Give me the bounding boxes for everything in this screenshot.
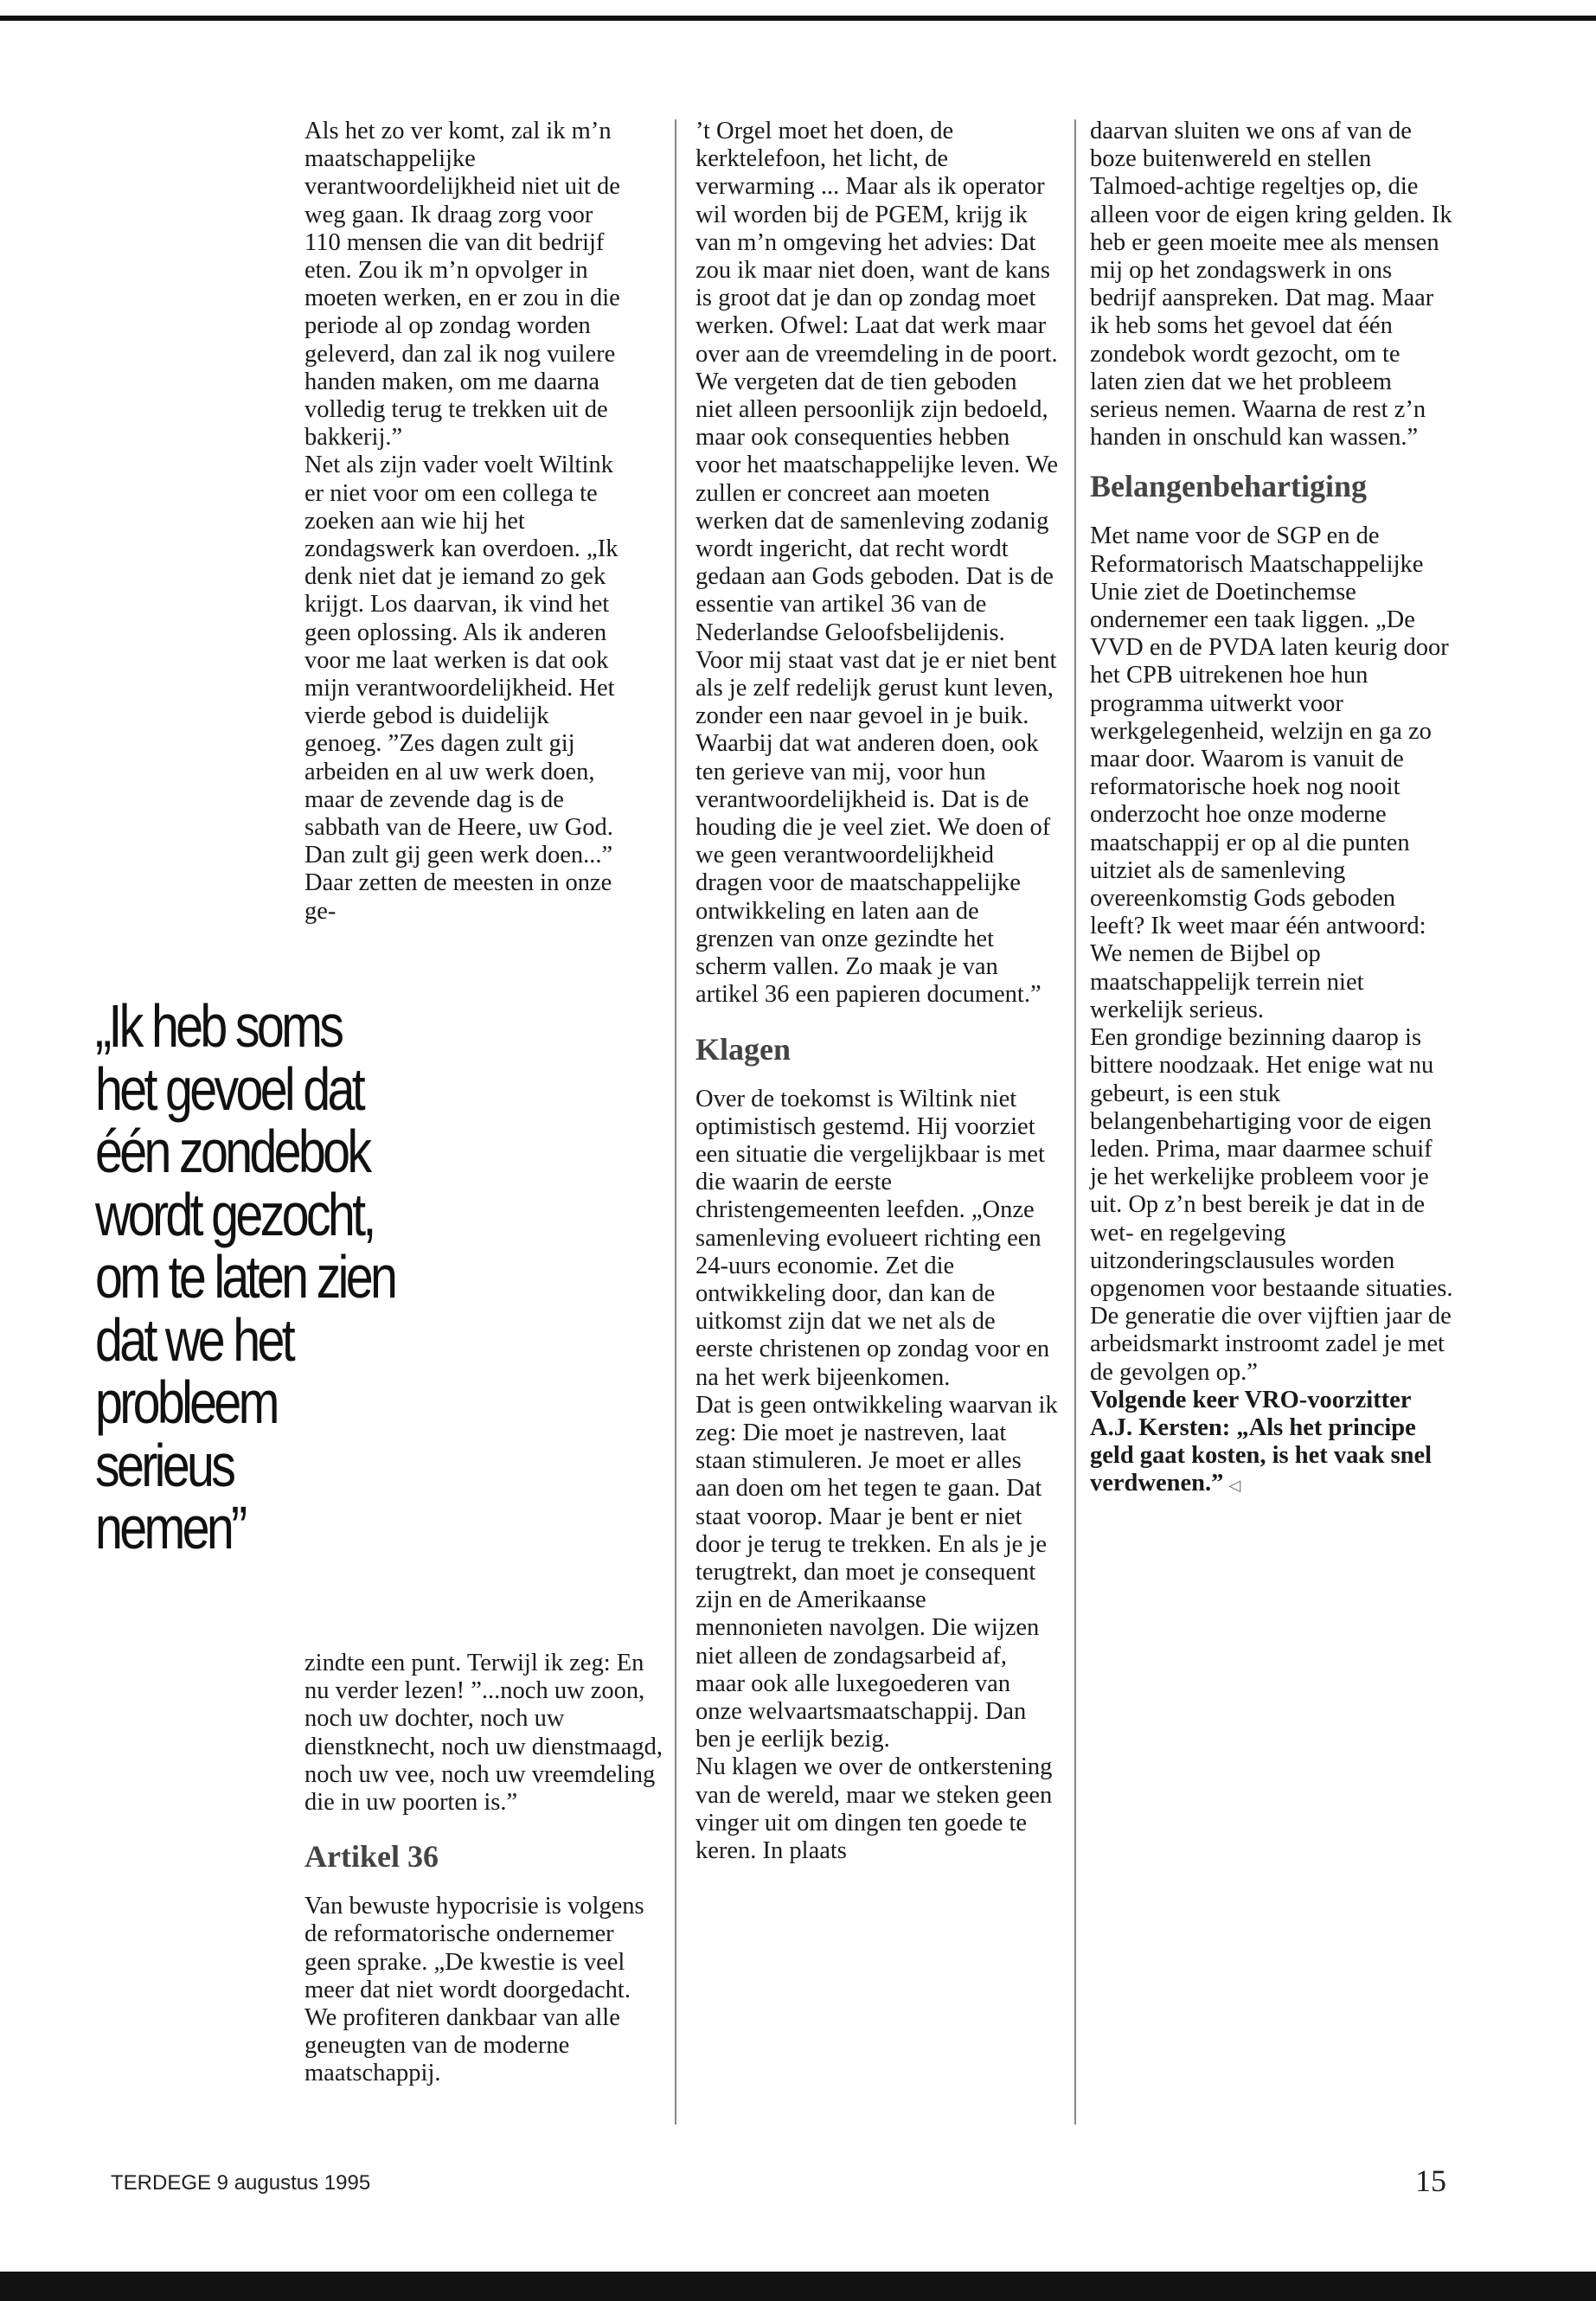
pull-quote-line: „Ik heb soms xyxy=(95,992,342,1060)
paragraph: Met name voor de SGP en de Reformatorisch Maatschappelijke Unie ziet de Doetinchemse ondernemer een taak liggen. „De VVD en de PVDA laten keurig door het CPB uitrekenen hoe hun programma uitwerkt voor werkgelegenheid, welzijn en ga zo maar door. Waarom is vanuit de reformatorische hoek nog nooit onderzocht hoe onze moderne maatschappij er op al die punten uitziet als de samenleving overeenkomstig Gods geboden leeft? Ik weet maar één antwoord: We nemen de Bijbel op maatschappelijk terrein niet werkelijk serieus. xyxy=(1090,522,1449,1023)
end-of-article-icon: ◁ xyxy=(1228,1476,1241,1494)
column-3 xyxy=(1090,118,1453,1499)
pull-quote-line: één zondebok xyxy=(95,1118,369,1185)
pull-quote-line: probleem xyxy=(95,1368,277,1436)
next-issue-teaser xyxy=(1090,1387,1453,1499)
bottom-border-bar xyxy=(0,2272,1596,2301)
column-divider xyxy=(675,119,676,2125)
paragraph: Van bewuste hypocrisie is volgens de reformatorische ondernemer geen sprake. „De kwestie is veel meer dat niet wordt doorgedacht. We profiteren dankbaar van alle geneugten van de moderne maatschappij. xyxy=(304,1893,644,2087)
paragraph: zindte een punt. Terwijl ik zeg: En nu verder lezen! ”...noch uw zoon, noch uw dochter, noch uw dienstknecht, noch uw dienstmaagd, noch uw vee, noch uw vreemdeling die in uw poorten is.” xyxy=(304,1650,663,1817)
column-divider xyxy=(1074,119,1076,2125)
top-border-bar xyxy=(0,16,1596,21)
pull-quote-line: het gevoel dat xyxy=(95,1054,362,1123)
section-heading-belangenbehartiging: Belangenbehartiging xyxy=(1090,469,1368,504)
page-number: 15 xyxy=(1415,2163,1446,2198)
pull-quote-line: wordt gezocht, xyxy=(95,1180,374,1248)
column-2 xyxy=(695,118,1059,1865)
paragraph: Over de toekomst is Wiltink niet optimistisch gestemd. Hij voorziet een situatie die vergelijkbaar is met die waarin de eerste christengemeenten leefden. „Onze samenleving evolueert richting een 24-uurs economie. Zet die ontwikkeling door, dan kan de uitkomst zijn dat we net als de eerste christenen op zondag voor en na het werk bijeenkomen. xyxy=(695,1085,1050,1391)
paragraph: Dat is geen ontwikkeling waarvan ik zeg: Die moet je nastreven, laat staan stimuleren. Je moet er alles aan doen om het tegen te gaan. Dat staat voorop. Maar je bent er niet door je terug te trekken. En als je je terugtrekt, dan moet je consequent zijn en de Amerikaanse mennonieten navolgen. Die wijzen niet alleen de zondagsarbeid af, maar ook alle luxegoederen van onze welvaartsmaatschappij. Dan ben je eerlijk bezig. xyxy=(695,1391,1058,1753)
pull-quote-line: om te laten zien xyxy=(95,1243,395,1311)
next-issue-text: Volgende keer VRO-voorzitter A.J. Kersten: „Als het principe geld gaat kosten, is het vaak snel verdwenen.” xyxy=(1090,1386,1433,1497)
publication-footer: TERDEGE 9 augustus 1995 xyxy=(111,2171,371,2195)
pull-quote-line: serieus xyxy=(95,1431,234,1499)
pull-quote-line: dat we het xyxy=(95,1305,292,1374)
paragraph: Net als zijn vader voelt Wiltink er niet voor om een collega te zoeken aan wie hij het zondagswerk kan overdoen. „Ik denk niet dat je iemand zo gek krijgt. Los daarvan, ik vind het geen oplossing. Als ik anderen voor me laat werken is dat ook mijn verantwoordelijkheid. Het vierde gebod is duidelijk genoeg. ”Zes dagen zult gij arbeiden en al uw werk doen, maar de zevende dag is de sabbath van de Heere, uw God. Dan zult gij geen werk doen...” Daar zetten de meesten in onze ge- xyxy=(304,452,619,925)
paragraph: Als het zo ver komt, zal ik m’n maatschappelijke verantwoordelijkheid niet uit de weg gaan. Ik draag zorg voor 110 mensen die van dit bedrijf eten. Zou ik m’n opvolger in moeten werken, en er zou in die periode al op zondag worden geleverd, dan zal ik nog vuilere handen maken, om me daarna volledig terug te trekken uit de bakkerij.” xyxy=(304,118,620,452)
paragraph: Voor mij staat vast dat je er niet bent als je zelf redelijk gerust kunt leven, zonder een naar gevoel in je buik. Waarbij dat wat anderen doen, ook ten gerieve van mij, voor hun verantwoordelijkheid is. Dat is de houding die je veel ziet. We doen of we geen verantwoordelijkheid dragen voor de maatschappelijke ontwikkeling en laten aan de grenzen van onze gezindte het scherm vallen. Zo maak je van artikel 36 een papieren document.” xyxy=(695,646,1057,1009)
column-1-top xyxy=(304,118,626,926)
section-heading-klagen: Klagen xyxy=(695,1031,792,1067)
section-heading-artikel-36: Artikel 36 xyxy=(304,1839,439,1875)
paragraph: daarvan sluiten we ons af van de boze buitenwereld en stellen Talmoed-achtige regeltjes op, die alleen voor de eigen kring gelden. Ik heb er geen moeite mee als mensen mij op het zondagswerk in ons bedrijf aanspreken. Dat mag. Maar ik heb soms het gevoel dat één zondebok wordt gezocht, om te laten zien dat we het probleem serieus nemen. Waarna de rest z’n handen in onschuld kan wassen.” xyxy=(1090,118,1452,452)
paragraph: Nu klagen we over de ontkerstening van de wereld, maar we steken geen vinger uit om dingen ten goede te keren. In plaats xyxy=(695,1753,1053,1864)
paragraph: ’t Orgel moet het doen, de kerktelefoon, het licht, de verwarming ... Maar als ik operator wil worden bij de PGEM, krijg ik van m’n omgeving het advies: Dat zou ik maar niet doen, want de kans is groot dat je dan op zondag moet werken. Ofwel: Laat dat werk maar over aan de vreemdeling in de poort. We vergeten dat de tien geboden niet alleen persoonlijk zijn bedoeld, maar ook consequenties hebben voor het maatschappelijke leven. We zullen er concreet aan moeten werken dat de samenleving zodanig wordt ingericht, dat recht wordt gedaan aan Gods geboden. Dat is de essentie van artikel 36 van de Nederlandse Geloofsbelijdenis. xyxy=(695,118,1058,646)
paragraph: Een grondige bezinning daarop is bittere noodzaak. Het enige wat nu gebeurt, is een stuk belangenbehartiging voor de eigen leden. Prima, maar daarmee schuif je het werkelijke probleem voor je uit. Op z’n best bereik je dat in de wet- en regelgeving uitzonderingsclausules worden opgenomen voor bestaande situaties. De generatie die over vijftien jaar de arbeidsmarkt instroomt zadel je met de gevolgen op.” xyxy=(1090,1024,1453,1386)
pull-quote-line: nemen” xyxy=(95,1494,245,1561)
pull-quote xyxy=(95,992,421,1561)
column-1-bottom xyxy=(304,1650,663,2088)
